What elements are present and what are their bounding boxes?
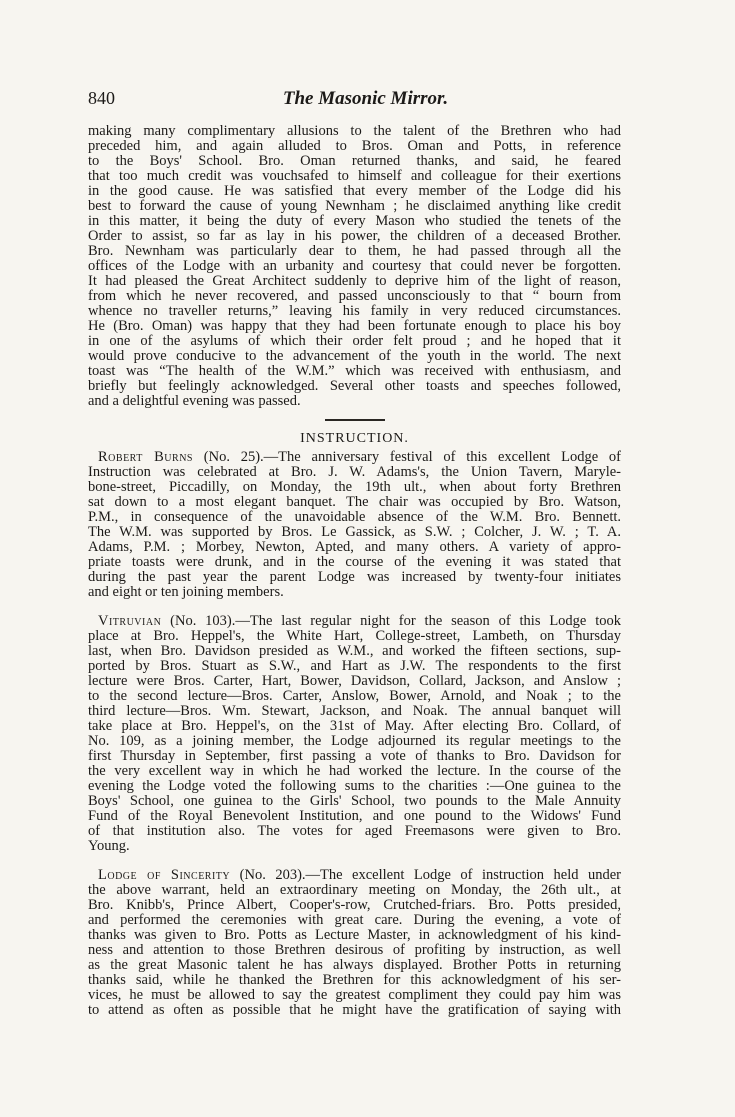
text-line: Adams, P.M. ; Morbey, Newton, Apted, and many others. A variety of appro- — [88, 539, 621, 555]
text-line: vices, he must be allowed to say the greatest compliment they could pay him was — [88, 987, 621, 1003]
sincerity-paragraph — [88, 868, 621, 1018]
text-line: thanks was given to Bro. Potts as Lecture Master, in acknowledgment of his kind- — [88, 927, 621, 943]
text-line: and eight or ten joining members. — [88, 584, 284, 600]
text-line: and performed the ceremonies with great care. During the evening, a vote of — [88, 912, 621, 928]
text-line: briefly but feelingly acknowledged. Several other toasts and speeches followed, — [88, 378, 621, 394]
text-line: Bro. Knibb's, Prince Albert, Cooper's-row, Crutched-friars. Bro. Potts presided, — [88, 897, 621, 913]
text-line: Order to assist, so far as lay in his power, the children of a deceased Brother. — [88, 228, 621, 244]
text-line: offices of the Lodge with an urbanity and courtesy that could never be forgotten. — [88, 258, 621, 274]
text-line: the very excellent way in which he had worked the lecture. In the course of the — [88, 763, 621, 779]
text-line: the above warrant, held an extraordinary meeting on Monday, the 26th ult., at — [88, 882, 621, 898]
text-line: last, when Bro. Davidson presided as W.M., and worked the fifteen sections, sup- — [88, 643, 621, 659]
text-line: evening the Lodge voted the following sums to the charities :—One guinea to the — [88, 778, 621, 794]
lodge-name: Vitruvian — [98, 613, 162, 629]
text-line: Fund of the Royal Benevolent Institution, and one pound to the Widows' Fund — [88, 808, 621, 824]
lodge-name: Lodge of Sincerity — [98, 867, 231, 883]
text-line — [88, 450, 621, 465]
page-header — [88, 88, 643, 110]
text-line: whence no traveller returns,” leaving his family in very reduced circumstances. — [88, 303, 621, 319]
text-line: lecture were Bros. Carter, Hart, Bower, Davidson, Collard, Jackson, and Anslow ; — [88, 673, 621, 689]
text-line: making many complimentary allusions to the talent of the Brethren who had — [88, 123, 621, 139]
text-line: It had pleased the Great Architect suddenly to deprive him of the light of reason, — [88, 273, 621, 289]
text-line: best to forward the cause of young Newnham ; he disclaimed anything like credit — [88, 198, 621, 214]
text-line: ness and attention to those Brethren desirous of profiting by instruction, as well — [88, 942, 621, 958]
text-line: in this matter, it being the duty of every Mason who studied the tenets of the — [88, 213, 621, 229]
text-line: would prove conducive to the advancement of the youth in the world. The next — [88, 348, 621, 364]
text-line: No. 109, as a joining member, the Lodge adjourned its regular meetings to the — [88, 733, 621, 749]
text-line: in one of the asylums of which their order felt proud ; and he hoped that it — [88, 333, 621, 349]
text-line: He (Bro. Oman) was happy that they had been fortunate enough to place his boy — [88, 318, 621, 334]
text-line: Young. — [88, 838, 130, 854]
text-line — [88, 868, 621, 883]
text-run: (No. 25).—The anniversary festival of this excellent Lodge of — [192, 449, 621, 465]
text-run: (No. 103).—The last regular night for the season of this Lodge took — [161, 613, 621, 629]
text-line: during the past year the parent Lodge was increased by twenty-four initiates — [88, 569, 621, 585]
text-run: (No. 203).—The excellent Lodge of instruction held under — [230, 867, 622, 883]
text-line: priate toasts were drunk, and in the course of the evening it was stated that — [88, 554, 621, 570]
robert-burns-paragraph — [88, 450, 621, 600]
section-divider — [325, 419, 385, 421]
page-number: 840 — [88, 88, 115, 108]
paragraph-gap — [88, 600, 621, 614]
text-line: in the good cause. He was satisfied that every member of the Lodge did his — [88, 183, 621, 199]
text-line: toast was “The health of the W.M.” which was received with enthusiasm, and — [88, 363, 621, 379]
article-body — [88, 124, 621, 1018]
text-line: and a delightful evening was passed. — [88, 393, 301, 409]
text-line: thanks said, while he thanked the Brethren for this acknowledgment of his ser- — [88, 972, 621, 988]
text-line: from which he never recovered, and passed unconsciously to that “ bourn from — [88, 288, 621, 304]
text-line: sat down to a most elegant banquet. The chair was occupied by Bro. Watson, — [88, 494, 621, 510]
text-line: take place at Bro. Heppel's, on the 31st of May. After electing Bro. Collard, of — [88, 718, 621, 734]
intro-paragraph — [88, 124, 621, 409]
text-line: bone-street, Piccadilly, on Monday, the 19th ult., when about forty Brethren — [88, 479, 621, 495]
text-line — [88, 614, 621, 629]
text-line: The W.M. was supported by Bros. Le Gassick, as S.W. ; Colcher, J. W. ; T. A. — [88, 524, 621, 540]
running-title: The Masonic Mirror. — [282, 88, 449, 109]
text-line: ported by Bros. Stuart as S.W., and Hart as J.W. The respondents to the first — [88, 658, 621, 674]
text-line: to attend as often as possible that he might have the gratification of saying with — [88, 1002, 621, 1018]
text-line: place at Bro. Heppel's, the White Hart, College-street, Lambeth, on Thursday — [88, 628, 621, 644]
text-line: preceded him, and again alluded to Bros. Oman and Potts, in reference — [88, 138, 621, 154]
text-line: first Thursday in September, first passing a vote of thanks to Bro. Davidson for — [88, 748, 621, 764]
text-line: Bro. Newnham was particularly dear to them, he had passed through all the — [88, 243, 621, 259]
text-line: to the Boys' School. Bro. Oman returned thanks, and said, he feared — [88, 153, 621, 169]
text-line: P.M., in consequence of the unavoidable absence of the W.M. Bro. Bennett. — [88, 509, 621, 525]
text-line: to the second lecture—Bros. Carter, Anslow, Bower, Arnold, and Noak ; to the — [88, 688, 621, 704]
text-line: Instruction was celebrated at Bro. J. W. Adams's, the Union Tavern, Maryle- — [88, 464, 621, 480]
text-line: Boys' School, one guinea to the Girls' School, two pounds to the Male Annuity — [88, 793, 621, 809]
paragraph-gap — [88, 854, 621, 868]
text-line: that too much credit was vouchsafed to himself and colleague for their exertions — [88, 168, 621, 184]
lodge-name: Robert Burns — [98, 449, 193, 465]
text-line: as the great Masonic talent he has always displayed. Brother Potts in returning — [88, 957, 621, 973]
section-heading: INSTRUCTION. — [300, 431, 409, 446]
text-line: third lecture—Bros. Wm. Stewart, Jackson, and Noak. The annual banquet will — [88, 703, 621, 719]
text-line: of that institution also. The votes for aged Freemasons were given to Bro. — [88, 823, 621, 839]
vitruvian-paragraph — [88, 614, 621, 854]
